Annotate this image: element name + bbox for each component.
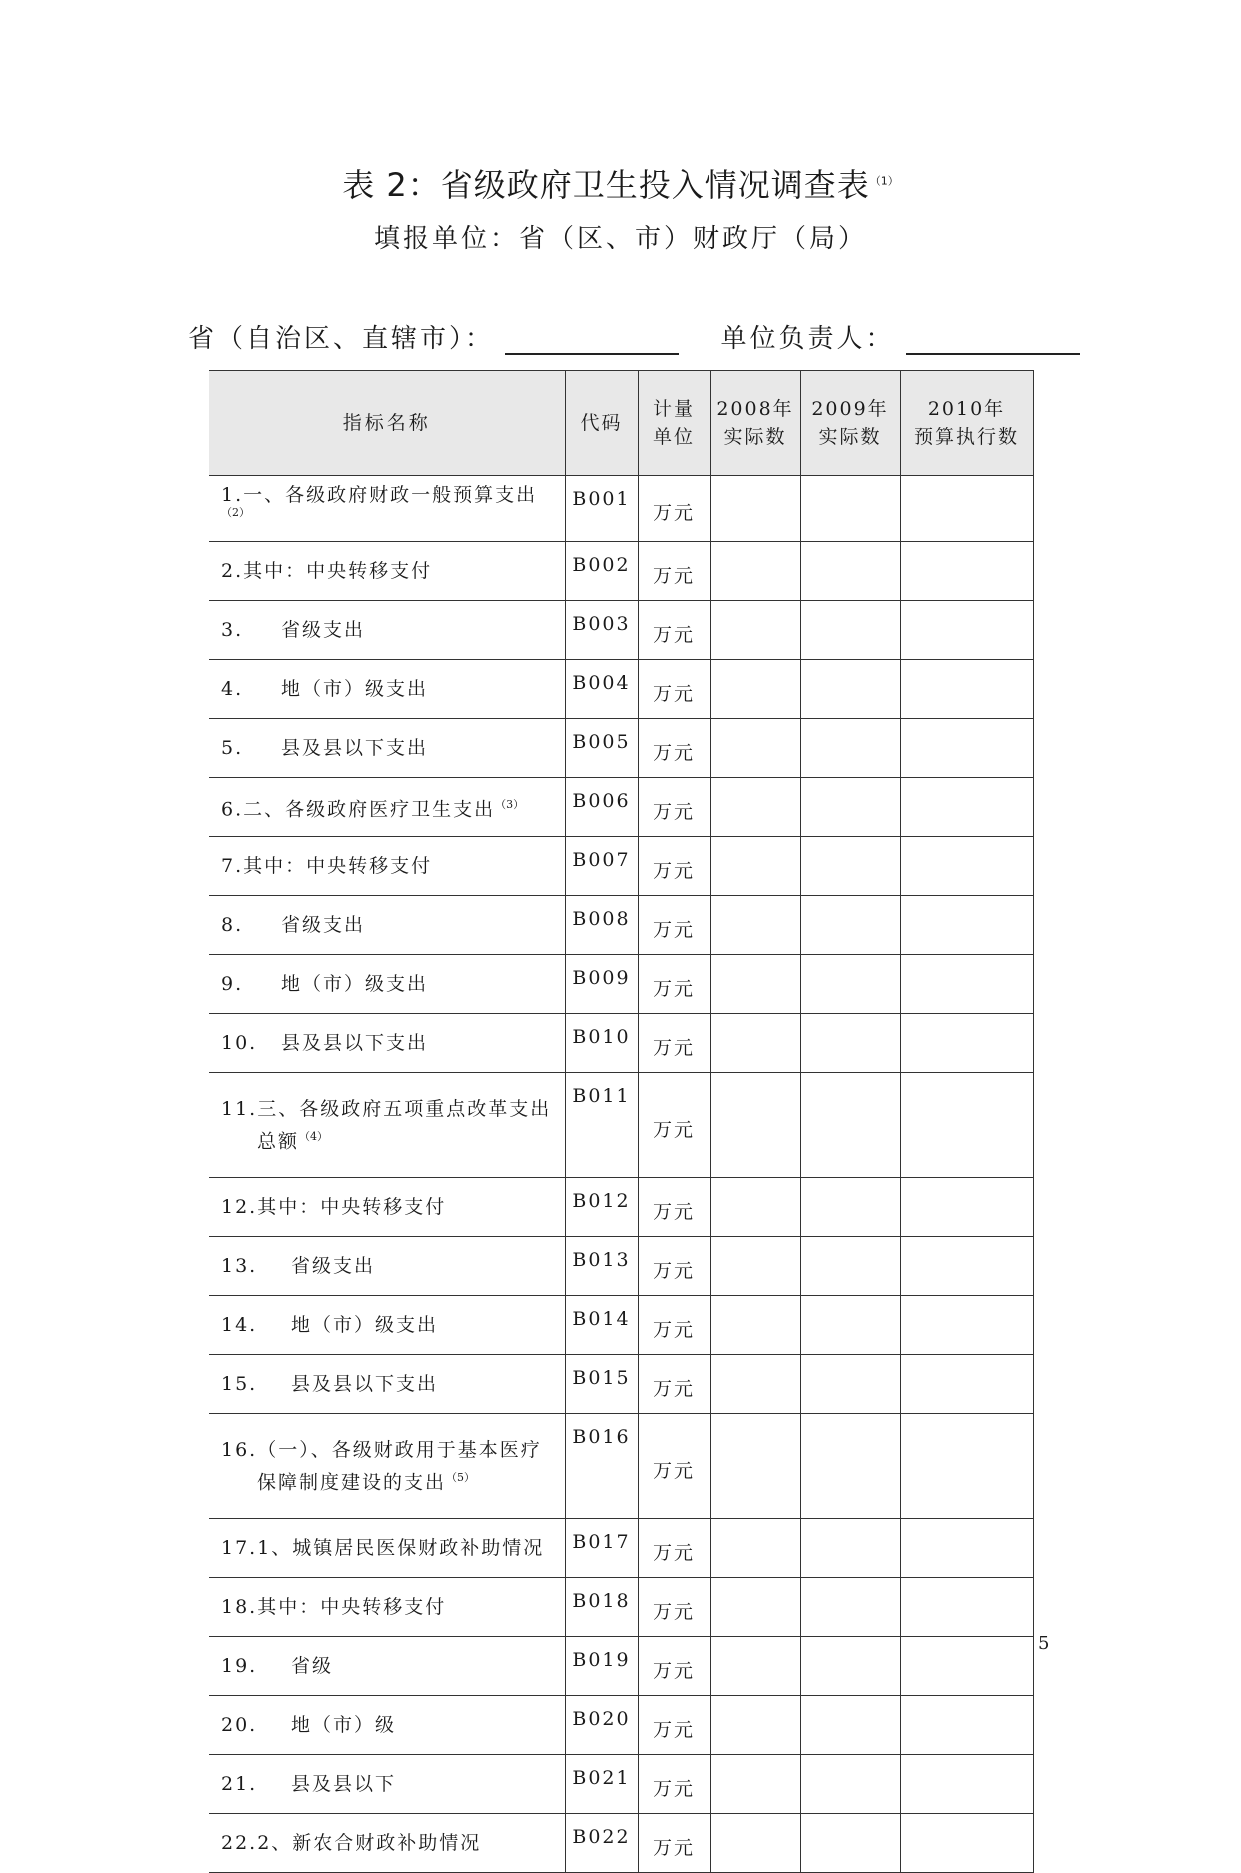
cell-2008[interactable]: [710, 476, 800, 542]
row-code: B018: [565, 1578, 638, 1637]
row-name: 3. 省级支出: [209, 601, 565, 660]
cell-2009[interactable]: [800, 1296, 900, 1355]
cell-2008[interactable]: [710, 1296, 800, 1355]
row-unit: 万元: [638, 778, 710, 837]
row-name: 15. 县及县以下支出: [209, 1355, 565, 1414]
table-row: [209, 1237, 1033, 1296]
cell-2010[interactable]: [900, 896, 1033, 955]
cell-2009[interactable]: [800, 1814, 900, 1873]
row-code: B010: [565, 1014, 638, 1073]
row-code: B019: [565, 1637, 638, 1696]
responsible-field[interactable]: [906, 325, 1080, 355]
row-name: 4. 地（市）级支出: [209, 660, 565, 719]
row-unit: 万元: [638, 1578, 710, 1637]
cell-2009[interactable]: [800, 1755, 900, 1814]
header-indicator-name: 指标名称: [209, 371, 565, 476]
cell-2009[interactable]: [800, 1014, 900, 1073]
table-row: [209, 837, 1033, 896]
page-title: [0, 160, 1241, 206]
cell-2010[interactable]: [900, 1519, 1033, 1578]
table-row: [209, 542, 1033, 601]
table-row: [209, 955, 1033, 1014]
table-row: [209, 896, 1033, 955]
row-name: 21. 县及县以下: [209, 1755, 565, 1814]
cell-2009[interactable]: [800, 1519, 900, 1578]
row-unit: 万元: [638, 1814, 710, 1873]
cell-2009[interactable]: [800, 1073, 900, 1178]
cell-2008[interactable]: [710, 1237, 800, 1296]
cell-2010[interactable]: [900, 476, 1033, 542]
header-2009: 2009年 实际数: [800, 371, 900, 476]
table-row: [209, 1519, 1033, 1578]
cell-2008[interactable]: [710, 1637, 800, 1696]
row-code: B016: [565, 1414, 638, 1519]
cell-2009[interactable]: [800, 778, 900, 837]
row-unit: 万元: [638, 1355, 710, 1414]
table-row: [209, 1637, 1033, 1696]
cell-2010[interactable]: [900, 1814, 1033, 1873]
cell-2010[interactable]: [900, 1237, 1033, 1296]
row-code: B015: [565, 1355, 638, 1414]
row-unit: 万元: [638, 1178, 710, 1237]
row-name: 7.其中：中央转移支付: [209, 837, 565, 896]
row-code: B012: [565, 1178, 638, 1237]
header-code: 代码: [565, 371, 638, 476]
header-2008: 2008年 实际数: [710, 371, 800, 476]
cell-2008[interactable]: [710, 1755, 800, 1814]
cell-2010[interactable]: [900, 837, 1033, 896]
row-unit: 万元: [638, 1696, 710, 1755]
row-code: B017: [565, 1519, 638, 1578]
row-code: B008: [565, 896, 638, 955]
table-row: [209, 1696, 1033, 1755]
cell-2008[interactable]: [710, 542, 800, 601]
cell-2008[interactable]: [710, 1178, 800, 1237]
cell-2010[interactable]: [900, 1637, 1033, 1696]
table-row: [209, 1814, 1033, 1873]
table-header-row: [209, 371, 1033, 476]
row-code: B004: [565, 660, 638, 719]
row-code: B002: [565, 542, 638, 601]
table-row: [209, 1578, 1033, 1637]
cell-2009[interactable]: [800, 1637, 900, 1696]
cell-2008[interactable]: [710, 896, 800, 955]
responsible-label: 单位负责人：: [720, 324, 895, 354]
row-unit: 万元: [638, 542, 710, 601]
province-label: 省（自治区、直辖市）：: [188, 324, 495, 354]
cell-2010[interactable]: [900, 1414, 1033, 1519]
row-name: 2.其中：中央转移支付: [209, 542, 565, 601]
cell-2009[interactable]: [800, 955, 900, 1014]
cell-2010[interactable]: [900, 601, 1033, 660]
header-2010: 2010年 预算执行数: [900, 371, 1033, 476]
table-row: [209, 1296, 1033, 1355]
table-row: [209, 476, 1033, 542]
table-row: [209, 1073, 1033, 1178]
row-name: 18.其中：中央转移支付: [209, 1578, 565, 1637]
cell-2009[interactable]: [800, 660, 900, 719]
cell-2008[interactable]: [710, 1355, 800, 1414]
province-field[interactable]: [505, 325, 679, 355]
row-name: 13. 省级支出: [209, 1237, 565, 1296]
cell-2008[interactable]: [710, 1696, 800, 1755]
row-name: 20. 地（市）级: [209, 1696, 565, 1755]
cell-2009[interactable]: [800, 476, 900, 542]
cell-2009[interactable]: [800, 1578, 900, 1637]
table-row: [209, 719, 1033, 778]
row-code: B007: [565, 837, 638, 896]
cell-2010[interactable]: [900, 1073, 1033, 1178]
row-name: 14. 地（市）级支出: [209, 1296, 565, 1355]
form-fields-row: [188, 318, 1080, 355]
page-subtitle: 填报单位：省（区、市）财政厅（局）: [373, 224, 867, 254]
row-name: 19. 省级: [209, 1637, 565, 1696]
cell-2010[interactable]: [900, 1178, 1033, 1237]
cell-2008[interactable]: [710, 778, 800, 837]
row-unit: 万元: [638, 1519, 710, 1578]
table-row: [209, 660, 1033, 719]
row-unit: 万元: [638, 896, 710, 955]
cell-2008[interactable]: [710, 719, 800, 778]
row-unit: 万元: [638, 1014, 710, 1073]
cell-2010[interactable]: [900, 778, 1033, 837]
row-unit: 万元: [638, 660, 710, 719]
table-row: [209, 1355, 1033, 1414]
row-unit: 万元: [638, 1296, 710, 1355]
cell-2008[interactable]: [710, 1014, 800, 1073]
row-name: 8. 省级支出: [209, 896, 565, 955]
cell-2010[interactable]: [900, 1355, 1033, 1414]
table-row: [209, 601, 1033, 660]
row-unit: 万元: [638, 476, 710, 542]
cell-2010[interactable]: [900, 719, 1033, 778]
table-row: [209, 1178, 1033, 1237]
cell-2010[interactable]: [900, 955, 1033, 1014]
cell-2009[interactable]: [800, 1355, 900, 1414]
row-unit: 万元: [638, 955, 710, 1014]
cell-2009[interactable]: [800, 896, 900, 955]
row-code: B003: [565, 601, 638, 660]
row-code: B011: [565, 1073, 638, 1178]
survey-table: [209, 370, 1034, 1873]
row-code: B022: [565, 1814, 638, 1873]
row-unit: 万元: [638, 1637, 710, 1696]
row-name: 11.三、各级政府五项重点改革支出 总额$^{(4)}$: [209, 1073, 565, 1178]
row-code: B006: [565, 778, 638, 837]
cell-2008[interactable]: [710, 837, 800, 896]
row-unit: 万元: [638, 1414, 710, 1519]
cell-2009[interactable]: [800, 837, 900, 896]
row-code: B005: [565, 719, 638, 778]
cell-2008[interactable]: [710, 601, 800, 660]
cell-2010[interactable]: [900, 1696, 1033, 1755]
row-unit: 万元: [638, 1755, 710, 1814]
table-row: [209, 1414, 1033, 1519]
row-name: 22.2、新农合财政补助情况: [209, 1814, 565, 1873]
row-unit: 万元: [638, 719, 710, 778]
cell-2008[interactable]: [710, 660, 800, 719]
table-row: [209, 1014, 1033, 1073]
row-code: B001: [565, 476, 638, 542]
row-code: B020: [565, 1696, 638, 1755]
cell-2008[interactable]: [710, 955, 800, 1014]
cell-2009[interactable]: [800, 719, 900, 778]
cell-2009[interactable]: [800, 542, 900, 601]
cell-2008[interactable]: [710, 1414, 800, 1519]
row-name: 16.（一）、各级财政用于基本医疗 保障制度建设的支出$^{(5)}$: [209, 1414, 565, 1519]
row-name: 6.二、各级政府医疗卫生支出$^{(3)}$: [209, 778, 565, 837]
title-text: 表 2：省级政府卫生投入情况调查表: [342, 166, 870, 204]
row-name: 5. 县及县以下支出: [209, 719, 565, 778]
row-name: 10. 县及县以下支出: [209, 1014, 565, 1073]
row-name: 12.其中：中央转移支付: [209, 1178, 565, 1237]
cell-2008[interactable]: [710, 1073, 800, 1178]
cell-2009[interactable]: [800, 1237, 900, 1296]
cell-2009[interactable]: [800, 601, 900, 660]
cell-2008[interactable]: [710, 1519, 800, 1578]
row-code: B013: [565, 1237, 638, 1296]
row-name: 1.一、各级政府财政一般预算支出 $^{(2)}$: [209, 476, 565, 542]
cell-2008[interactable]: [710, 1814, 800, 1873]
cell-2009[interactable]: [800, 1414, 900, 1519]
cell-2009[interactable]: [800, 1696, 900, 1755]
row-code: B014: [565, 1296, 638, 1355]
row-code: B009: [565, 955, 638, 1014]
cell-2010[interactable]: [900, 1755, 1033, 1814]
cell-2009[interactable]: [800, 1178, 900, 1237]
row-code: B021: [565, 1755, 638, 1814]
cell-2010[interactable]: [900, 542, 1033, 601]
cell-2008[interactable]: [710, 1578, 800, 1637]
row-name: 9. 地（市）级支出: [209, 955, 565, 1014]
row-unit: 万元: [638, 601, 710, 660]
cell-2010[interactable]: [900, 1296, 1033, 1355]
header-unit: 计量 单位: [638, 371, 710, 476]
table-row: [209, 1755, 1033, 1814]
cell-2010[interactable]: [900, 660, 1033, 719]
row-unit: 万元: [638, 837, 710, 896]
title-footnote-marker: （1）: [869, 174, 899, 188]
cell-2010[interactable]: [900, 1014, 1033, 1073]
row-unit: 万元: [638, 1237, 710, 1296]
cell-2010[interactable]: [900, 1578, 1033, 1637]
row-name: 17.1、城镇居民医保财政补助情况: [209, 1519, 565, 1578]
page-number: 5: [1038, 1633, 1050, 1654]
table-row: [209, 778, 1033, 837]
row-unit: 万元: [638, 1073, 710, 1178]
